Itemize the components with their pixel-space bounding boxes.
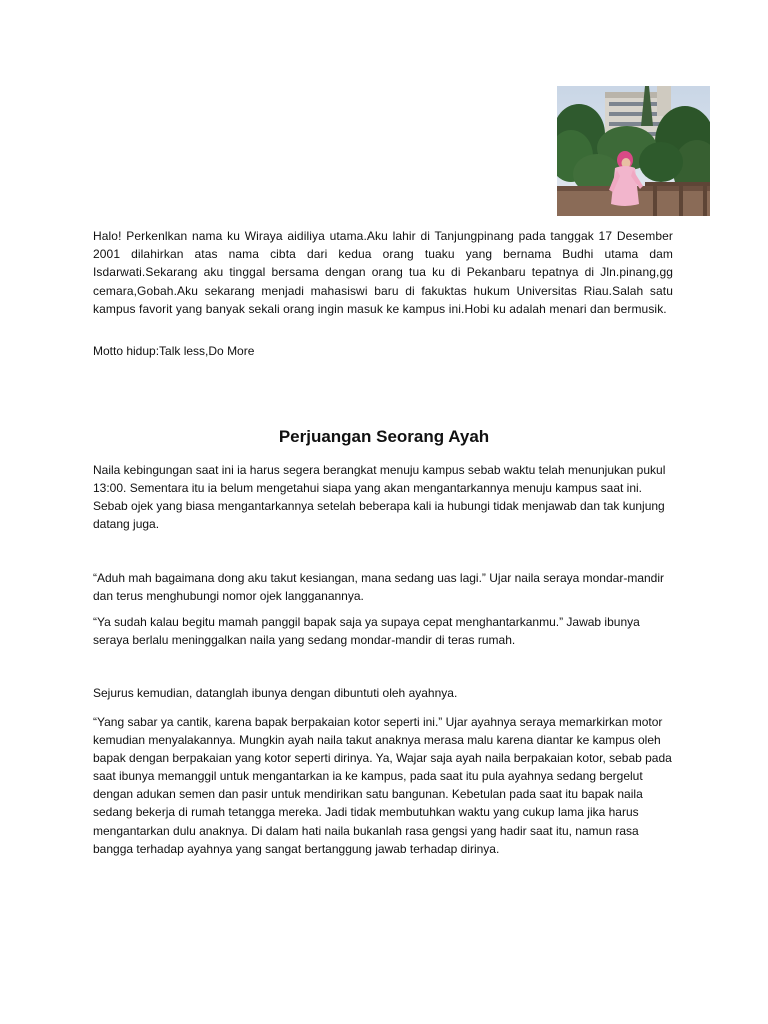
- story-paragraph: “Ya sudah kalau begitu mamah panggil bapak saja ya supaya cepat menghantarkanmu.” Jawab ibunya seraya berlalu meninggalkan naila yang sedang mondar-mandir di teras rumah.: [93, 615, 640, 648]
- story-paragraph: Naila kebingungan saat ini ia harus segera berangkat menuju kampus sebab waktu telah menunjukan pukul 13:00. Sementara itu ia belum mengetahui siapa yang akan mengantarkannya menuju kampus saat ini. Sebab ojek yang biasa mengantarkannya setelah beberapa kali ia hubungi tidak menjawab dan tak kunjung datang juga.: [93, 463, 666, 532]
- motto-line: Motto hidup:Talk less,Do More: [93, 344, 255, 358]
- story-paragraph: “Aduh mah bagaimana dong aku takut kesiangan, mana sedang uas lagi.” Ujar naila seraya mondar-mandir dan terus menghubungi nomor ojek langganannya.: [93, 571, 665, 604]
- story-paragraph: “Yang sabar ya cantik, karena bapak berpakaian kotor seperti ini.” Ujar ayahnya seraya memarkirkan motor kemudian menyalakannya. Mungkin ayah naila takut anaknya merasa malu karena diantar ke kampus oleh bapak dengan berpakaian yang kotor seperti dirinya. Ya, Wajar saja ayah naila berpakaian kotor, sebab pada saat ibunya memanggil untuk mengantarkan ia ke kampus, pada saat itu pula ayahnya sedang bergelut dengan adukan semen dan pasir untuk mendirikan satu bangunan. Kebetulan pada saat itu bapak naila sedang bekerja di rumah tetangga mereka. Jadi tidak membutuhkan waktu yang cukup lama jika harus mengantarkan dulu anaknya. Di dalam hati naila bukanlah rasa gengsi yang hadir saat itu, namun rasa bangga terhadap ayahnya yang sangat bertanggung jawab terhadap dirinya.: [93, 715, 672, 856]
- intro-paragraph: Halo! Perkenlkan nama ku Wiraya aidiliya utama.Aku lahir di Tanjungpinang pada tanggak 17 Desember 2001 dilahirkan atas nama cibta dari kedua orang tuaku yang bernama Budhi utama dam Isdarwati.Sekarang aku tinggal bersama dengan orang tua ku di Pekanbaru tepatnya di Jln.pinang,gg cemara,Gobah.Aku sekarang menjadi mahasiswi baru di fakuktas hukum Universitas Riau.Salah satu kampus favorit yang banyak sekali orang ingin masuk ke kampus ini.Hobi ku adalah menari dan bermusik.: [93, 229, 673, 316]
- story-paragraph: Sejurus kemudian, datanglah ibunya dengan dibuntuti oleh ayahnya.: [93, 686, 458, 700]
- profile-photo: [557, 86, 710, 216]
- story-title: Perjuangan Seorang Ayah: [278, 427, 490, 446]
